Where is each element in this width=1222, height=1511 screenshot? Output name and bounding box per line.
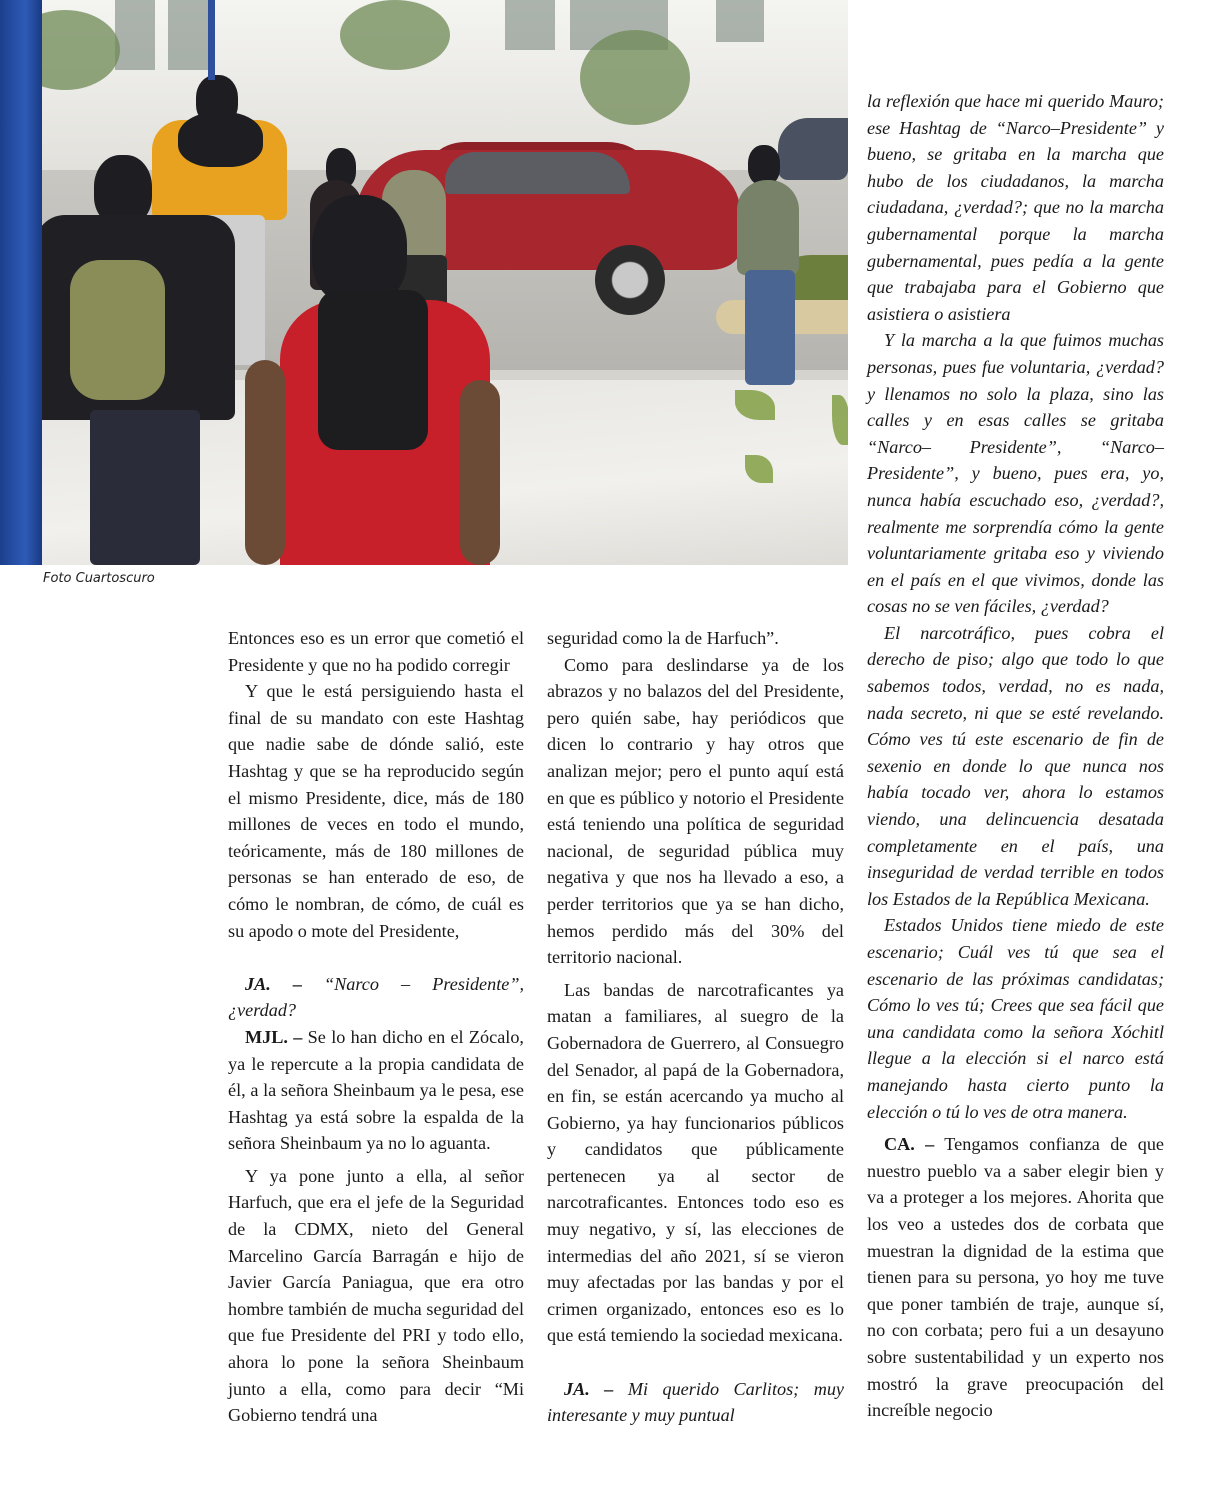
person-arm (245, 360, 285, 565)
paragraph: Entonces eso es un error que cometió el Presidente y que no ha podido corregir (228, 628, 524, 675)
palm-tree (340, 0, 450, 70)
dialogue-text: Mi querido Carlitos; muy interesante y muy puntual (547, 1378, 844, 1426)
building-window (168, 0, 208, 70)
text-column-2 (547, 625, 844, 1429)
dialogue-text: “Narco – Presidente”, ¿verdad? (228, 973, 525, 1021)
speaker-label: CA. – (884, 1134, 935, 1155)
person-helmet (748, 145, 780, 185)
dialogue-text: Se lo han dicho en el Zócalo, ya le repercute a la propia candidata de él, a la señora Sheinbaum ya le pesa, ese Hashtag ya está sobre la espalda de la señora Sheinbaum ya no lo aguanta. (228, 1026, 524, 1154)
blue-pole (208, 0, 215, 80)
paragraph: la reflexión que hace mi querido Mauro; ese Hashtag de “Narco–Presidente” y bueno, se gritaba en la marcha que hubo de los ciudadanos, la marcha ciudadana, ¿verdad?; que no la marcha gubernamental porque la marcha gubernamental, pues pedía a la gente que trabajaba para el Gobierno que asistiera o asistiera (867, 91, 1164, 324)
person-jeans (745, 270, 795, 385)
paragraph: Y que le está persiguiendo hasta el final de su mandato con este Hashtag que nadie sabe de dónde salió, este Hashtag y que se ha reproducido según el mismo Presidente, dice, más de 180 millones de veces en todo el mundo, teóricamente, más de 180 millones de personas se han enterado de eso, de cómo le nombran, de cómo, de cuál es su apodo o mote del Presidente, (228, 681, 524, 941)
car-wheel (595, 245, 665, 315)
text-column-1 (228, 625, 524, 1429)
dialogue-paragraph (547, 1376, 844, 1429)
parked-car (778, 118, 848, 180)
text-column-3 (867, 88, 1164, 1424)
paragraph: Las bandas de narcotraficantes ya matan a familiares, al suegro de la Gobernadora de Guerrero, al Consuegro del Senador, al papá de la Gobernadora, en fin, se están acercando ya mucho al Gobierno, ya hay funcionarios públicos y candidatos que públicamente pertenecen ya al sector de narcotraficantes. Entonces todo eso es muy negativo, y sí, las elecciones de intermedias del año 2021, sí se vieron muy afectadas por las bandas y por el crimen organizado, entonces eso es lo que está temiendo la sociedad mexicana. (547, 979, 844, 1346)
person-arm (460, 380, 500, 565)
speaker-label: JA. – (245, 973, 302, 994)
paragraph: Como para deslindarse ya de los abrazos y no balazos del del Presidente, pero quién sabe, hay periódicos que dicen lo contrario y hay otros que analizan mejor; pero el punto aquí está en que es público y notorio el Presidente está teniendo una política de seguridad nacional, de seguridad pública muy negativa y que nos ha llevado a eso, a perder territorios que ya se han dicho, hemos perdido más del 30% del territorio nacional. (547, 654, 844, 968)
dialogue-paragraph (228, 971, 524, 1024)
red-car-windshield (445, 152, 630, 194)
paragraph: Y ya pone junto a ella, al señor Harfuch, que era el jefe de la Seguridad de la CDMX, nieto del General Marcelino García Barragán e hijo de Javier García Paniagua, que era otro hombre también de mucha seguridad del que fue Presidente del PRI y todo ello, ahora lo pone la señora Sheinbaum junto a ella, como para decir “Mi Gobierno tendrá una (228, 1165, 524, 1426)
paragraph: Y la marcha a la que fuimos muchas personas, pues fue voluntaria, ¿verdad? y llenamos no solo la plaza, sino las calles y en esas calles se gritaba “Narco– Presidente”, “Narco–Presidente”, y bueno, pues era, yo, nunca había escuchado eso, ¿verdad?, realmente me sorprendía cómo la gente voluntariamente gritaba eso y viviendo en el país en el que vivimos, donde las cosas no se ven fáciles, ¿verdad? (867, 330, 1164, 617)
building-window (115, 0, 155, 70)
paragraph: El narcotráfico, pues cobra el derecho de piso; algo que todo lo que sabemos todos, verdad, no es nada, nada secreto, ni que se esté revelando. Cómo ves tú este escenario de fin de sexenio en donde lo que nunca nos había tocado ver, ahora lo estamos viendo, una delincuencia desatada completamente en el país, una inseguridad de verdad terrible en todos los Estados de la República Mexicana. (867, 622, 1164, 909)
person-scarf (318, 290, 428, 450)
dialogue-paragraph (228, 1024, 524, 1157)
article-photo (0, 0, 848, 565)
speaker-label: JA. – (564, 1378, 614, 1399)
speaker-label: MJL. – (245, 1026, 303, 1047)
person-legs (90, 410, 200, 565)
paragraph: seguridad como la de Harfuch”. (547, 628, 779, 648)
building-window (716, 0, 764, 42)
backpack (70, 260, 165, 400)
photo-caption: Foto Cuartoscuro (43, 571, 155, 586)
paragraph: Estados Unidos tiene miedo de este escenario; Cuál ves tú que sea el escenario de las próximas candidatas; Cómo lo ves tú; Crees que sea fácil que una candidata como la señora Xóchitl llegue a la elección si el narco está manejando hasta cierto punto la elección o tú lo ves de otra manera. (867, 915, 1164, 1122)
shrub (580, 30, 690, 125)
person-hood (178, 112, 263, 167)
dialogue-text: Tengamos confianza de que nuestro pueblo va a saber elegir bien y va a proteger a los mejores. Ahorita que los veo a ustedes dos de corbata que muestran la dignidad de la estima que tienen para su persona, yo hoy me tuve que poner también de traje, aunque sí, no con corbata; pero fui a un desayuno sobre sustentabilidad y un experto nos mostró la grave preocupación del increíble negocio (867, 1134, 1164, 1421)
blue-pole (0, 0, 42, 565)
building-window (505, 0, 555, 50)
person-head-covering (312, 195, 407, 305)
dialogue-paragraph (867, 1131, 1164, 1424)
person-olive-shirt (737, 180, 799, 275)
